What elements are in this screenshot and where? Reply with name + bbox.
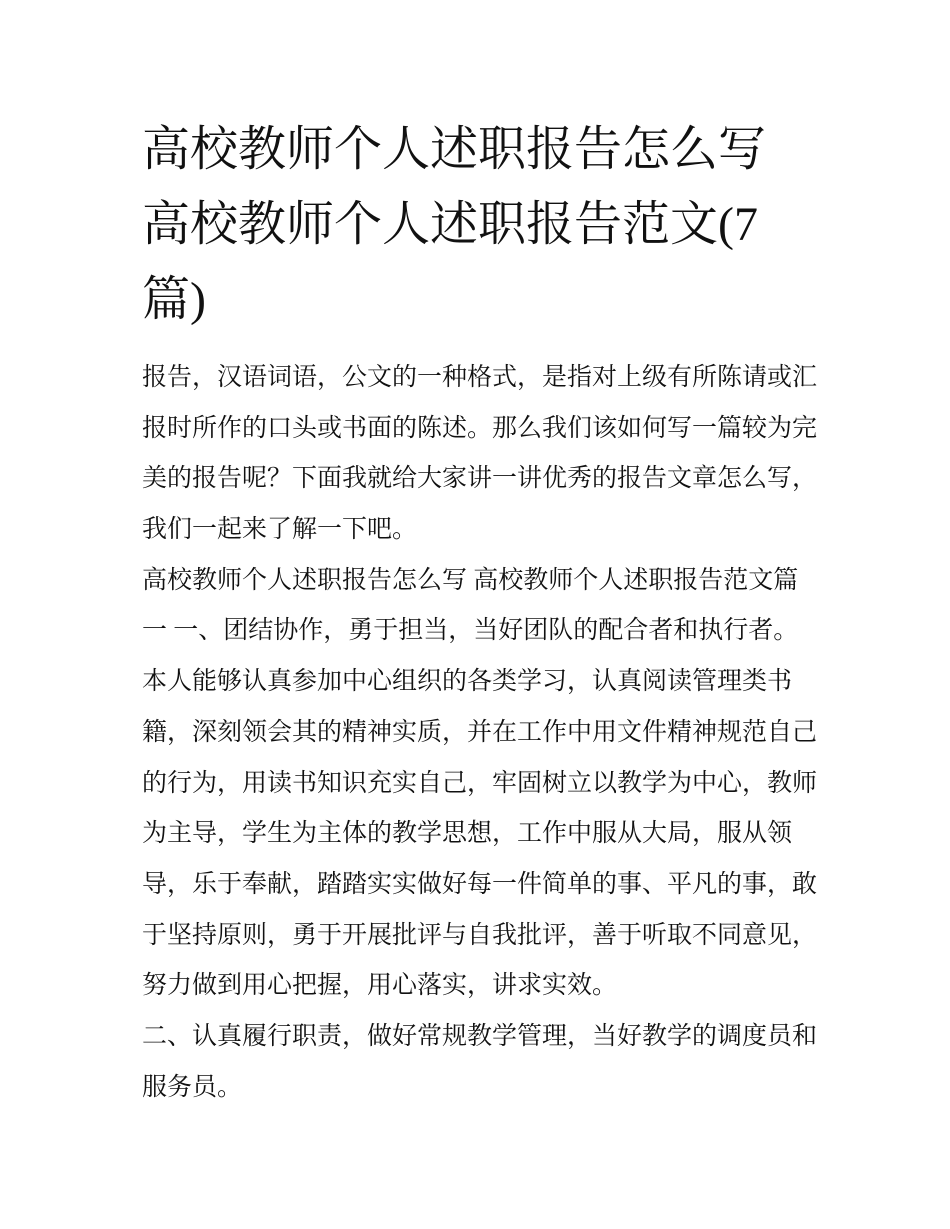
- body-line: 籍，深刻领会其的精神实质，并在工作中用文件精神规范自己: [142, 718, 818, 746]
- body-line: 于坚持原则，勇于开展批评与自我批评，善于听取不同意见，: [142, 921, 818, 949]
- body-line: 报时所作的口头或书面的陈述。那么我们该如何写一篇较为完: [142, 414, 818, 442]
- body-line: 服务员。: [142, 1073, 243, 1101]
- body-line: 努力做到用心把握，用心落实，讲求实效。: [142, 972, 618, 1000]
- body-line: 二、认真履行职责，做好常规教学管理，当好教学的调度员和: [142, 1022, 818, 1050]
- document-title: [142, 112, 842, 337]
- title-line: 篇): [142, 273, 206, 326]
- title-line: 高校教师个人述职报告怎么写: [142, 123, 767, 176]
- body-line: 本人能够认真参加中心组织的各类学习，认真阅读管理类书: [142, 668, 793, 696]
- body-line: 为主导，学生为主体的教学思想，工作中服从大局，服从领: [142, 820, 793, 848]
- body-line: 导，乐于奉献，踏踏实实做好每一件简单的事、平凡的事，敢: [142, 870, 818, 898]
- body-line: 的行为，用读书知识充实自己，牢固树立以教学为中心，教师: [142, 769, 818, 797]
- body-line: 报告，汉语词语，公文的一种格式，是指对上级有所陈请或汇: [142, 364, 818, 391]
- body-line: 我们一起来了解一下吧。: [142, 516, 418, 544]
- body-line: 高校教师个人述职报告怎么写 高校教师个人述职报告范文篇: [142, 566, 799, 594]
- body-line: 美的报告呢？下面我就给大家讲一讲优秀的报告文章怎么写，: [142, 465, 818, 493]
- title-line: 高校教师个人述职报告范文(7: [142, 198, 758, 251]
- body-line: 一 一、团结协作，勇于担当，当好团队的配合者和执行者。: [142, 617, 799, 645]
- document-body: [142, 358, 832, 1118]
